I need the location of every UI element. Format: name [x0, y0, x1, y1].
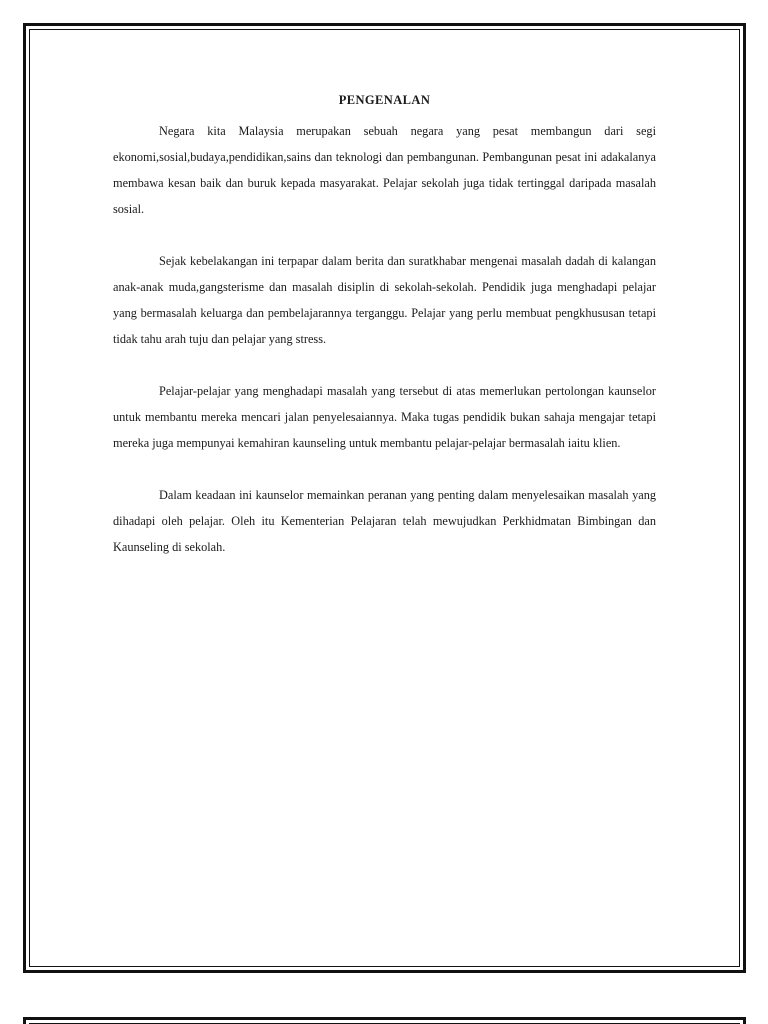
- paragraph-3: Pelajar-pelajar yang menghadapi masalah yang tersebut di atas memerlukan pertolongan kaunselor untuk membantu mereka mencari jalan penyelesaiannya. Maka tugas pendidik bukan sahaja mengajar tetapi mereka juga mempunyai kemahiran kaunseling untuk membantu pelajar-pelajar bermasalah iaitu klien.: [113, 384, 656, 450]
- page-heading: PENGENALAN: [338, 93, 431, 107]
- paragraph-4: Dalam keadaan ini kaunselor memainkan peranan yang penting dalam menyelesaikan masalah yang dihadapi oleh pelajar. Oleh itu Kementerian Pelajaran telah mewujudkan Perkhidmatan Bimbingan dan Kaunseling di sekolah.: [113, 488, 656, 554]
- paragraph-2: Sejak kebelakangan ini terpapar dalam berita dan suratkhabar mengenai masalah dadah di kalangan anak-anak muda,gangsterisme dan masalah disiplin di sekolah-sekolah. Pendidik juga menghadapi pelajar yang bermasalah keluarga dan pembelajarannya terganggu. Pelajar yang perlu membuat pengkhususan tetapi tidak tahu arah tuju dan pelajar yang stress.: [113, 254, 656, 346]
- page-content: [113, 90, 656, 586]
- paragraph-1: Negara kita Malaysia merupakan sebuah negara yang pesat membangun dari segi ekonomi,sosial,budaya,pendidikan,sains dan teknologi dan pembangunan. Pembangunan pesat ini adakalanya membawa kesan baik dan buruk kepada masyarakat. Pelajar sekolah juga tidak tertinggal daripada masalah sosial.: [113, 124, 656, 216]
